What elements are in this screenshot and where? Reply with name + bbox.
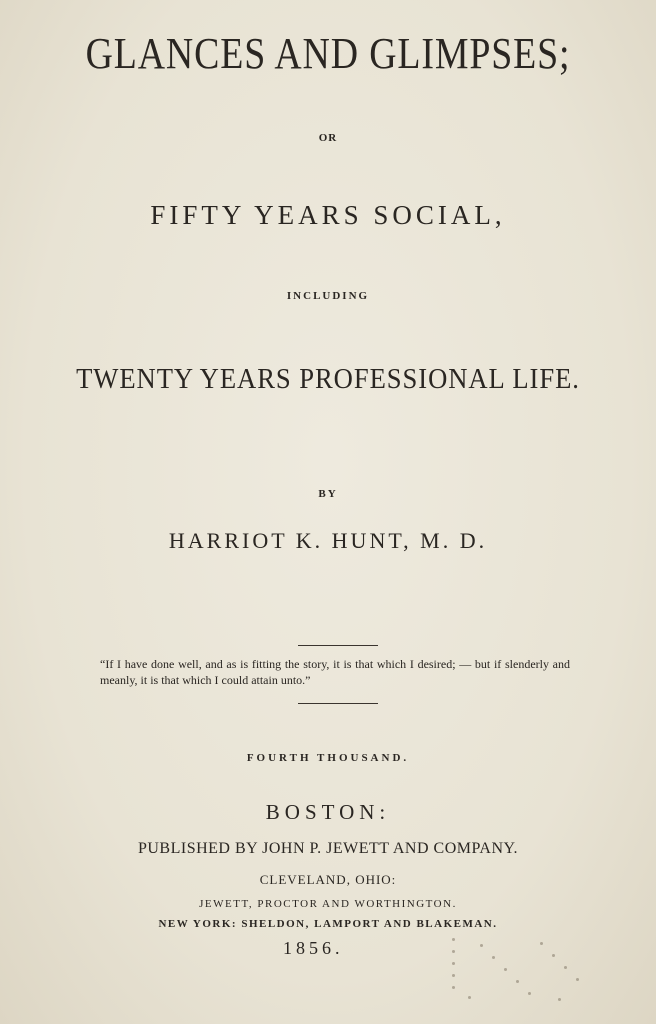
author-name: HARRIOT K. HUNT, M. D. — [168, 528, 488, 553]
imprint-cleveland-publisher: JEWETT, PROCTOR AND WORTHINGTON. — [199, 898, 457, 910]
imprint-publisher: PUBLISHED BY JOHN P. JEWETT AND COMPANY. — [137, 840, 519, 857]
by-connector: BY — [318, 488, 338, 500]
imprint-city: BOSTON: — [265, 800, 391, 824]
publication-year: 1856. — [283, 938, 344, 958]
imprint-new-york: NEW YORK: SHELDON, LAMPORT AND BLAKEMAN. — [158, 918, 498, 930]
subtitle-social: FIFTY YEARS SOCIAL, — [150, 200, 506, 230]
or-connector: OR — [318, 132, 338, 144]
perforation-stamp — [440, 930, 590, 1010]
subtitle-professional: TWENTY YEARS PROFESSIONAL LIFE. — [76, 364, 580, 395]
epigraph-rule-top — [298, 645, 378, 646]
epigraph: “If I have done well, and as is fitting the story, it is that which I desired; — but if slenderly and meanly, it is that which I could attain unto.” — [100, 657, 570, 687]
including-connector: INCLUDING — [286, 290, 370, 302]
book-title: GLANCES AND GLIMPSES; — [85, 29, 571, 78]
epigraph-rule-bottom — [298, 703, 378, 704]
imprint-cleveland: CLEVELAND, OHIO: — [259, 872, 397, 887]
edition-note: FOURTH THOUSAND. — [246, 752, 410, 764]
